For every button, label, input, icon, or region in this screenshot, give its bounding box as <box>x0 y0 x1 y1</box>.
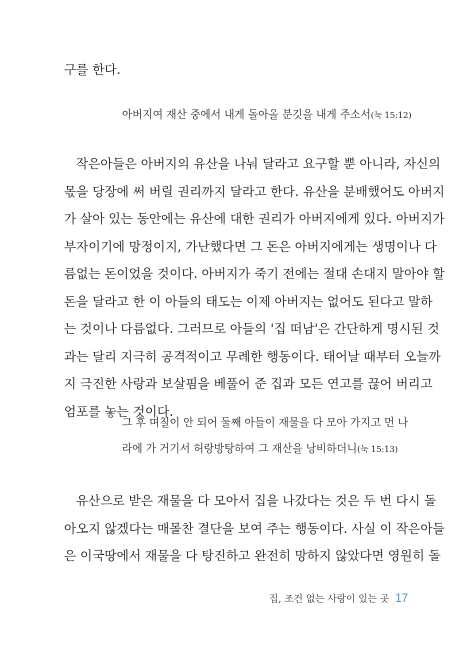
verse-reference: (눅 15:13) <box>357 445 398 455</box>
paragraph-line: 가 살아 있는 동안에는 유산에 대한 권리가 아버지에게 있다. 아버지가 <box>64 211 445 226</box>
paragraph-line: 유산으로 받은 재물을 다 모아서 집을 나갔다는 것은 두 번 다시 돌 <box>76 493 437 508</box>
running-title: 집, 조건 없는 사랑이 있는 곳 <box>268 594 390 605</box>
paragraph-line: 과는 달리 지극히 공격적이고 무례한 행동이다. 태어날 때부터 오늘까 <box>64 348 441 364</box>
quote-line <box>122 436 408 462</box>
paragraph-line: 아오지 않겠다는 매몰찬 결단을 보여 주는 행동이다. 사실 이 작은아들 <box>64 520 445 536</box>
quote-text: 라에 가 거기서 허랑방탕하여 그 재산을 낭비하더니 <box>122 443 358 455</box>
page-number: 17 <box>395 593 408 605</box>
verse-reference: (눅 15:12) <box>370 111 412 121</box>
paragraph-line: 돈을 달라고 한 이 아들의 태도는 이제 아버지는 없어도 된다고 말하 <box>64 293 433 309</box>
quote-line <box>122 102 412 128</box>
scripture-quote-1 <box>122 102 412 128</box>
paragraph-line: 몫을 당장에 써 버릴 권리까지 달라고 한다. 유산을 분배했어도 아버지 <box>64 183 445 199</box>
paragraph-line: 엄포를 놓는 것이다. <box>64 403 174 419</box>
continued-line: 구를 한다. <box>64 62 121 77</box>
page-footer <box>269 591 408 605</box>
paragraph-line: 름없는 돈이었을 것이다. 아버지가 죽기 전에는 절대 손대지 말아야 할 <box>64 266 445 281</box>
paragraph-line: 는 것이나 다름없다. 그러므로 아들의 '집 떠남'은 간단하게 명시된 것 <box>64 321 440 336</box>
paragraph-line: 은 이국땅에서 재물을 다 탕진하고 완전히 망하지 않았다면 영원히 돌 <box>64 548 441 563</box>
paragraph-line: 부자이기에 망정이지, 가난했다면 그 돈은 아버지에게는 생명이나 다 <box>64 238 437 254</box>
quote-text: 그 후 며칠이 안 되어 둘째 아들이 재물을 다 모아 가지고 먼 나 <box>122 417 409 429</box>
paragraph-line: 작은아들은 아버지의 유산을 나눠 달라고 요구할 뿐 아니라, 자신의 <box>76 156 441 171</box>
paragraph-1 <box>64 150 445 425</box>
paragraph-2 <box>64 487 445 570</box>
quote-text: 아버지여 재산 중에서 내게 돌아올 분깃을 내게 주소서 <box>122 109 371 121</box>
scripture-quote-2 <box>122 410 408 462</box>
paragraph-line: 지 극진한 사랑과 보살핌을 베풀어 준 집과 모든 연고를 끊어 버리고 <box>64 376 433 391</box>
quote-line <box>122 410 408 436</box>
